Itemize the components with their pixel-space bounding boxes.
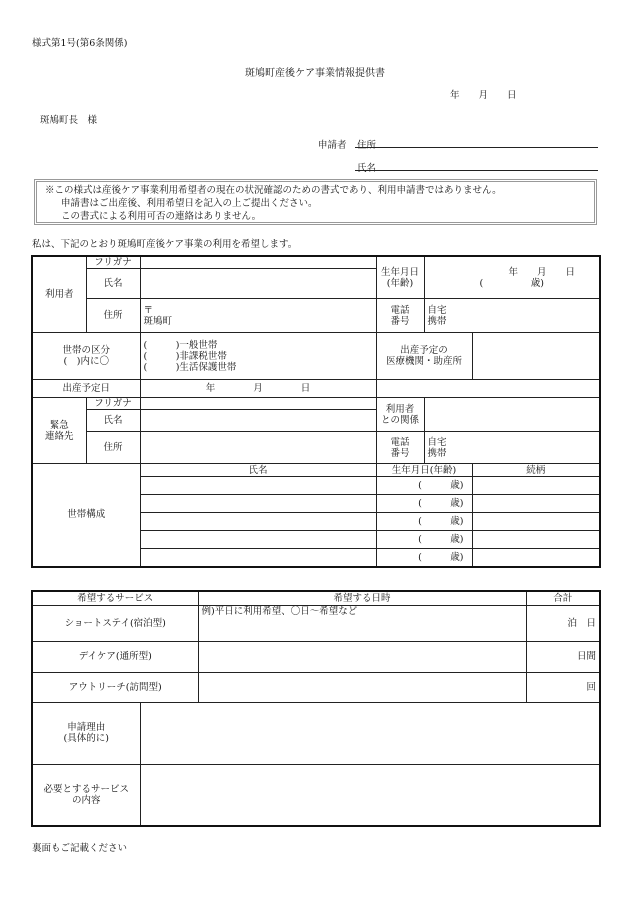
family-name-cell[interactable] — [140, 549, 376, 567]
user-furigana-label: フリガナ — [86, 256, 140, 269]
form-number: 様式第1号(第6条関係) — [32, 38, 128, 49]
emergency-name-field[interactable] — [140, 410, 376, 432]
family-birth-cell[interactable]: ( 歳) — [376, 531, 472, 549]
due-date-blank — [376, 380, 600, 398]
family-col-birth: 生年月日(年齢) — [376, 464, 472, 477]
household-option-general[interactable]: ( )一般世帯 — [143, 339, 218, 351]
family-name-cell[interactable] — [140, 513, 376, 531]
emergency-relation-field[interactable] — [424, 398, 600, 432]
family-birth-cell[interactable]: ( 歳) — [376, 477, 472, 495]
outreach-total-field[interactable]: 回 — [526, 672, 600, 702]
datetime-col-header: 希望する日時 — [198, 591, 526, 605]
notice-box — [34, 179, 597, 225]
reason-label: 申請理由 (具体的に) — [32, 702, 140, 764]
household-option-nontaxable[interactable]: ( )非課税世帯 — [143, 350, 227, 362]
family-relation-cell[interactable] — [472, 531, 600, 549]
shortstay-total-field[interactable]: 泊 日 — [526, 605, 600, 641]
due-date-field[interactable]: 年 月 日 — [140, 380, 376, 398]
emergency-relation-label: 利用者 との関係 — [376, 398, 424, 432]
family-section-label: 世帯構成 — [32, 464, 140, 567]
daycare-total-field[interactable]: 日間 — [526, 641, 600, 672]
footer-note: 裏面もご記載ください — [32, 843, 128, 854]
needed-service-label: 必要とするサービス の内容 — [32, 764, 140, 826]
address-label: 住所 — [357, 140, 377, 151]
family-name-cell[interactable] — [140, 531, 376, 549]
page-title: 斑鳩町産後ケア事業情報提供書 — [245, 68, 385, 79]
intro-text: 私は、下記のとおり斑鳩町産後ケア事業の利用を希望します。 — [32, 239, 298, 250]
name-label: 氏名 — [357, 163, 377, 174]
services-table — [31, 590, 601, 827]
total-col-header: 合計 — [526, 591, 600, 605]
user-home-label: 自宅 — [427, 304, 447, 316]
user-birth-field[interactable] — [424, 256, 600, 299]
user-name-field[interactable] — [140, 269, 376, 299]
family-name-cell[interactable] — [140, 495, 376, 513]
notice-line-1: ※この様式は産後ケア事業利用希望者の現在の状況確認のための書式であり、利用申請書ではありません。 — [45, 185, 502, 196]
user-phone-field[interactable] — [424, 299, 600, 333]
notice-line-2: 申請書はご出産後、利用希望日を記入の上ご提出ください。 — [61, 198, 318, 209]
family-relation-cell[interactable] — [472, 513, 600, 531]
user-furigana-field[interactable] — [140, 256, 376, 269]
family-name-cell[interactable] — [140, 477, 376, 495]
family-col-relation: 続柄 — [472, 464, 600, 477]
service-shortstay: ショートステイ(宿泊型) — [32, 605, 198, 641]
emergency-section-label: 緊急 連絡先 — [32, 398, 86, 464]
family-birth-cell[interactable]: ( 歳) — [376, 549, 472, 567]
user-town: 斑鳩町 — [143, 315, 173, 327]
emergency-furigana-label: フリガナ — [86, 398, 140, 410]
applicant-label: 申請者 — [318, 140, 347, 151]
user-section-label: 利用者 — [32, 256, 86, 333]
emergency-phone-label: 電話 番号 — [376, 432, 424, 464]
applicant-info-table — [31, 255, 601, 568]
reason-field[interactable] — [140, 702, 600, 764]
emergency-mobile-label: 携帯 — [427, 447, 447, 459]
user-address-label: 住所 — [86, 299, 140, 333]
user-birth-label: 生年月日 (年齢) — [376, 256, 424, 299]
datetime-example: 例)平日に利用希望、〇日〜希望など — [201, 605, 358, 617]
emergency-name-label: 氏名 — [86, 410, 140, 432]
family-birth-cell[interactable]: ( 歳) — [376, 513, 472, 531]
family-relation-cell[interactable] — [472, 477, 600, 495]
facility-label: 出産予定の 医療機関・助産所 — [376, 333, 472, 380]
addressee: 斑鳩町長 様 — [40, 115, 98, 126]
outreach-datetime-field[interactable] — [198, 672, 526, 702]
needed-service-field[interactable] — [140, 764, 600, 826]
service-outreach: アウトリーチ(訪問型) — [32, 672, 198, 702]
user-birth-value: 年 月 日 — [508, 266, 576, 278]
daycare-datetime-field[interactable] — [198, 641, 526, 672]
user-mobile-label: 携帯 — [427, 315, 447, 327]
user-name-label: 氏名 — [86, 269, 140, 299]
address-underline[interactable] — [355, 147, 598, 148]
date-line[interactable]: 年 月 日 — [450, 90, 517, 101]
service-daycare: デイケア(通所型) — [32, 641, 198, 672]
family-relation-cell[interactable] — [472, 495, 600, 513]
family-relation-cell[interactable] — [472, 549, 600, 567]
postal-mark: 〒 — [143, 304, 154, 316]
notice-line-3: この書式による利用可否の連絡はありません。 — [61, 211, 262, 222]
emergency-address-label: 住所 — [86, 432, 140, 464]
name-underline[interactable] — [355, 170, 598, 171]
user-phone-label: 電話 番号 — [376, 299, 424, 333]
household-option-welfare[interactable]: ( )生活保護世帯 — [143, 361, 237, 373]
household-type-options[interactable] — [140, 333, 376, 380]
emergency-home-label: 自宅 — [427, 436, 447, 448]
family-col-name: 氏名 — [140, 464, 376, 477]
family-birth-cell[interactable]: ( 歳) — [376, 495, 472, 513]
shortstay-datetime-field[interactable] — [198, 605, 526, 641]
emergency-furigana-field[interactable] — [140, 398, 376, 410]
user-age-value: ( 歳) — [479, 277, 544, 289]
service-col-header: 希望するサービス — [32, 591, 198, 605]
user-address-field[interactable] — [140, 299, 376, 333]
household-type-label: 世帯の区分 ( )内に〇 — [32, 333, 140, 380]
emergency-phone-field[interactable] — [424, 432, 600, 464]
due-date-label: 出産予定日 — [32, 380, 140, 398]
facility-field[interactable] — [472, 333, 600, 380]
emergency-address-field[interactable] — [140, 432, 376, 464]
